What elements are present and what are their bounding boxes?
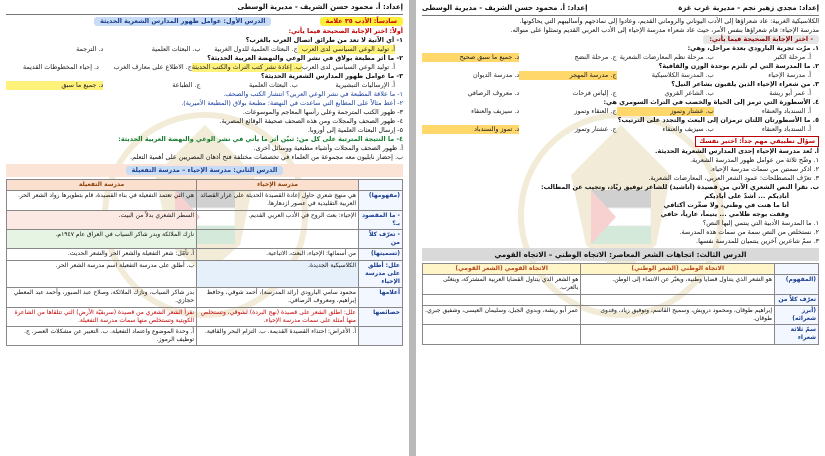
practice-line: أ. تُعد مدرسة الإحياء إحدى المدارس الشعرية الحديثة.	[655, 147, 819, 155]
author-line: إعداد: أ. محمود حسن الشريف - مديرية الوسطى	[6, 3, 403, 15]
table-cell: ب. أطلق على مدرسة التفعيلة اسم مدرسة الشعر الحر.	[7, 260, 197, 288]
row-label: خصائصها	[359, 307, 403, 326]
column-header: مدرسة الإحياء	[197, 180, 359, 191]
table-cell: هو الشعر الذي يتناول القضايا العربية المشتركة، ويتغنّى بالعرب.	[423, 275, 581, 294]
options-row	[422, 125, 819, 134]
table-row	[423, 275, 819, 294]
practice-line: ب. نقرأ النص الشعري الآتي من قصيدة (أناشيد) للشاعر توفيق زيّاد، وتجيب عن المطالب:	[541, 183, 819, 191]
option: أ. عمر أبو ريشة	[769, 89, 811, 97]
table-cell: الكلاسيكية الجديدة.	[197, 260, 359, 288]
option: د. تموز والسندباد	[422, 125, 519, 134]
option: أ. توليد الوعي السياسي لدى العرب	[298, 45, 395, 54]
practice-line: ٣. تعرّف المصطلحات: عمود الشعر العربي، المعارضات الشعرية.	[648, 174, 819, 182]
section-heading	[422, 35, 819, 44]
table-cell: أ. تأمّل: شعر التفعيلة والشعر الحر والشعر الحديث.	[7, 249, 197, 260]
poem-question: ١. ما المدرسة الأدبية التي ينتمي إليها النص؟	[702, 219, 819, 227]
row-label: سمّ ثلاثة شعراء	[775, 325, 819, 344]
mcq-item	[6, 54, 403, 72]
option: ب. إعادة نشر كتب التراث والكتب الحديثة	[191, 63, 302, 71]
options-row	[422, 53, 819, 62]
option: ج. إلياس فرحات	[572, 89, 617, 97]
page-left	[0, 0, 409, 456]
option: د. الترجمة	[76, 45, 104, 53]
option: ب. المدرسة الكلاسيكية	[651, 71, 714, 79]
section-heading-text: - اختر الإجابة الصحيحة فيما يأتي:	[703, 35, 819, 44]
table-row	[7, 230, 403, 249]
row-label: (تسميتها)	[359, 249, 403, 260]
column-header: الاتجاه الوطني (الشعر الوطني)	[581, 264, 775, 275]
lesson2-title-text: الدرس الثاني: مدرسة الإحياء – مدرسة التفعيلة	[126, 166, 284, 175]
note-line: ٥- إرسال البعثات العلمية إلى أوروبا.	[307, 126, 403, 134]
table-cell: نازك الملائكة وبدر شاكر السياب في العراق عام ١٩٤٧م.	[7, 230, 197, 249]
practice-heading	[422, 136, 819, 147]
option: ب. مرحلة نظم المعارضات الشعرية	[619, 53, 714, 61]
table-cell: إبراهيم طوقان، ومحمود درويش، وسميح القاسم، وتوفيق زياد، وفدوى طوقان.	[581, 305, 775, 324]
author-name-2: إعداد: أ. محمود حسن الشريف - مديرية الوسطى	[422, 4, 588, 12]
mcq-item	[422, 98, 819, 116]
table-cell	[581, 325, 775, 344]
lesson-title: الدرس الأول: عوامل ظهور المدارس الشعرية الحديثة	[94, 17, 271, 26]
schools-table	[6, 179, 403, 346]
table-cell: عمر أبو ريشة، وبدوي الجبل، وسليمان العيسى، وشفيق جبري.	[423, 305, 581, 324]
table-cell: هو الشعر الذي يتناول قضايا وطنية، ويعبّر عن الانتماء إلى الوطن.	[581, 275, 775, 294]
practice-line: ١. وضّح ثلاثة من عوامل ظهور المدرسة الشعرية.	[690, 156, 819, 164]
note-line: ٢- أعط مثالاً على المطابع التي ساعدت في النهضة: مطبعة بولاق (المطبعة الأميرية).	[181, 99, 403, 107]
author-name: إعداد: مجدي زهير نجم - مديرية غرب غزة	[678, 4, 819, 12]
practice-line: ٢. اذكر سمتين من سمات مدرسة الإحياء.	[710, 165, 819, 173]
mcq-item	[6, 72, 403, 90]
table-cell	[197, 230, 359, 249]
question-text: ١. مرّت تجربة البارودي بعدة مراحل، وهي:	[687, 44, 819, 52]
options-row	[422, 107, 819, 116]
table-row	[7, 307, 403, 326]
options-row	[6, 45, 403, 54]
poem-line: وقفت بوجه ظلامي ... يتيماً، عارياً، حافي	[660, 210, 789, 218]
option: ب. الشاعر القروي	[664, 89, 714, 97]
mcq-item	[422, 62, 819, 80]
note-line: ٣- ظهور الكتب المترجمة وعلى رأسها المعاجم والموسوعات.	[242, 108, 403, 116]
option: ب. البعثات العلمية	[151, 45, 201, 53]
option: ج. الطباعة	[172, 81, 201, 89]
table-row	[7, 260, 403, 288]
mcq-item	[422, 80, 819, 98]
question-text: ٣- ما عوامل ظهور المدارس الشعرية الحديثة؟	[260, 72, 403, 80]
section-heading: أولاً: اختر الإجابة الصحيحة فيما يأتي:	[288, 27, 403, 35]
question-text: ٤. الأسطورة التي ترمز إلى الحياة والخصب في التراث السومري هي:	[603, 98, 819, 106]
question-text: ١- أي الآتية لا تعد من طرائق اتصال العرب بالغرب؟	[245, 36, 403, 44]
column-header: مدرسة التفعيلة	[7, 180, 197, 191]
question-text: ٢- ما أثر مطبعة بولاق في نشر الوعي والنهضة العربية الحديثة؟	[207, 54, 403, 62]
table-cell: السطر الشعري بدلاً من البيت.	[7, 210, 197, 229]
table-header-row	[423, 264, 819, 275]
question-text: ٥. ما الأسطورتان اللتان ترمزان إلى البعث والتجدد على الترتيب؟	[617, 116, 819, 124]
question-text: ٢. ما المدرسة التي لم تلتزم بوحدة الوزن والقافية؟	[658, 62, 819, 70]
table-cell	[423, 294, 581, 305]
table-row	[7, 210, 403, 229]
options-row	[422, 89, 819, 98]
row-label	[359, 327, 403, 346]
page-right	[416, 0, 825, 456]
option: أ. مدرسة الإحياء	[768, 71, 811, 79]
table-row	[7, 191, 403, 210]
option: ب. البعثات العلمية	[249, 81, 298, 89]
answer-line: أ. ظهور الصحف والمجلات وأشياء مطبعية ووسائل أخرى.	[253, 144, 403, 152]
option: ج. عشتار وتموز	[574, 125, 617, 133]
table-corner	[775, 264, 819, 275]
option: ج. البعثات العلمية للدول الغربية	[214, 45, 298, 53]
option: د. سيزيف والعنقاء	[471, 107, 520, 115]
option: د. إحياء المخطوطات القديمة	[22, 63, 99, 71]
row-label: تعرّف كلاً من	[775, 294, 819, 305]
row-label: (أبرز شعرائه)	[775, 305, 819, 324]
poem-question: ٢. نستخلص من النص سمة من سمات هذه المدرسة.	[679, 228, 819, 236]
table-cell: أ. الأغراض: احتذاء القصيدة القديمة. ب. التزام البحر والقافية.	[197, 327, 359, 346]
intro-line: الكلاسيكية الغربية: عاد شعراؤها إلى الأدب اليوناني والروماني القديم، وعادوا إلى نماذجهم وأساليبهم التي يحاكونها.	[519, 17, 819, 25]
table-cell: أ. وحدة الموضوع واعتماد التفعيلة. ب. التعبير عن مشكلات العصر. ج. توظيف الرموز.	[7, 327, 197, 346]
poem-question: ٣. سمّ شاعرين آخرين ينتميان للمدرسة نفسها.	[696, 237, 819, 245]
table-row	[423, 294, 819, 305]
mcq-item	[6, 36, 403, 54]
question-text: ٤- ما النتيجة المترتبة على كل من: ثبيّن أثر ما يأتي في نشر الوعي والنهضة العربية الحديثة:	[118, 135, 403, 143]
option: أ. الإرساليات التبشيرية	[335, 81, 395, 89]
option: د. جميع ما سبق صحيح	[422, 53, 519, 62]
options-row	[6, 63, 403, 72]
option: ج. مدرسة المهجر	[519, 71, 616, 80]
table-row	[7, 288, 403, 307]
author-line	[422, 4, 819, 16]
options-row	[422, 71, 819, 80]
poem-line: أنا ما هنت في وطني، ولا صغّرت أكتافي	[663, 201, 789, 209]
mcq-item	[422, 116, 819, 134]
question-text: ٣. من شعراء الإحياء الذين يلقبون بشاعر النيل؟	[671, 80, 819, 88]
option: ج. العنقاء وتموز	[574, 107, 617, 115]
table-cell: علل: اطلق الشعر على قصيدة (نهج البردة) لشوقي، وتستخلص منها أمثلة على سمات مدرسة الإحياء.	[197, 307, 359, 326]
note-line: ٤- ظهور الصحف والمجلات ومن هذه الصحف صحيفة الوقائع المصرية.	[219, 117, 403, 125]
table-cell: محمود سامي البارودي (رائد المدرسة)، أحمد شوقي، وحافظ إبراهيم، ومعروف الرصافي.	[197, 288, 359, 307]
table-cell: من أسمائها: الإحياء، البعث، الاتباعية.	[197, 249, 359, 260]
lesson-header	[6, 17, 403, 26]
section-badge: سادساً: الأدب ٣٥ علامة	[320, 17, 403, 26]
table-header-row	[7, 180, 403, 191]
option: د. معروف الرصافي	[467, 89, 520, 97]
row-label: (مفهومها)	[359, 191, 403, 210]
option: أ. مرحلة الكبر	[773, 53, 811, 61]
table-row	[7, 327, 403, 346]
row-label: - تعرّف كلاً من	[359, 230, 403, 249]
row-label: - ما المقصود بـ؟	[359, 210, 403, 229]
row-label: أعلامها	[359, 288, 403, 307]
practice-title: سؤال تطبيقي مهم جداً: اختبر نفسك	[695, 136, 819, 147]
answer-line: ب. إحضار نابليون معه مجموعة من العلماء في تخصصات مختلفة فتح أذهان المصريين على أهمية التعلم.	[130, 153, 403, 161]
table-cell	[581, 294, 775, 305]
option: أ. السندباد والعنقاء	[761, 107, 811, 115]
table-cell: بدر شاكر السياب، ونازك الملائكة، وصلاح عبد الصبور، وأحمد عبد المعطي حجازي.	[7, 288, 197, 307]
option: د. مدرسة الديوان	[473, 71, 520, 79]
option: د. جميع ما سبق	[6, 81, 103, 90]
mcq-item	[422, 44, 819, 62]
table-cell: الإحياء: بعث الروح في الأدب العربي القديم.	[197, 210, 359, 229]
option: ب. سيزيف والعنقاء	[662, 125, 714, 133]
row-label: (المفهوم)	[775, 275, 819, 294]
table-row	[7, 249, 403, 260]
option: ج. الاطلاع على معارف الغرب	[113, 63, 192, 71]
row-label: علل: أطلق على مدرسة الإحياء	[359, 260, 403, 288]
option: أ. توليد الوعي السياسي لدى العرب	[301, 63, 395, 71]
column-header: الاتجاه القومي (الشعر القومي)	[423, 264, 581, 275]
option: ج. مرحلة النضج	[574, 53, 617, 61]
table-row	[423, 325, 819, 344]
lesson2-title	[6, 164, 403, 177]
table-row	[423, 305, 819, 324]
option: ب. عشتار وتموز	[617, 107, 714, 116]
table-cell	[423, 325, 581, 344]
trends-table	[422, 263, 819, 345]
note-line: ١- ما علاقة المطبعة في نشر الوعي العربي؟ انتشار الكتب والصحف.	[223, 90, 403, 98]
lesson3-title: الدرس الثالث: اتجاهات الشعر المعاصر: الاتجاه الوطني – الاتجاه القومي	[422, 248, 819, 261]
table-cell: نقرأ الشعر الشعري من قصيدة (سربقيّة الأرض) التي تتلقاها من الشاعرة الكويتية وتستخلص منها سمات مدرسة التفعيلة.	[7, 307, 197, 326]
table-cell: هي منهج شعري حاول إعادة القصيدة الحديثة على غرار القصائد العربية التقليدية في عصور ازدهارها.	[197, 191, 359, 210]
options-row	[6, 81, 403, 90]
intro-line: مدرسة الإحياء: قام شعراؤها بنفس الأمر، حيث عاد شعراء مدرسة الإحياء إلى الأدب العربي القديم وتمثلوا على منواله.	[510, 26, 819, 34]
table-corner	[359, 180, 403, 191]
table-cell: هي التي تعتمد التفعيلة في بناء القصيدة، قام بتطويرها رواد الشعر الحر.	[7, 191, 197, 210]
poem-line: أناديكم ... أشدّ على أياديكم	[704, 192, 789, 200]
option: أ. السندباد والعنقاء	[761, 125, 811, 133]
